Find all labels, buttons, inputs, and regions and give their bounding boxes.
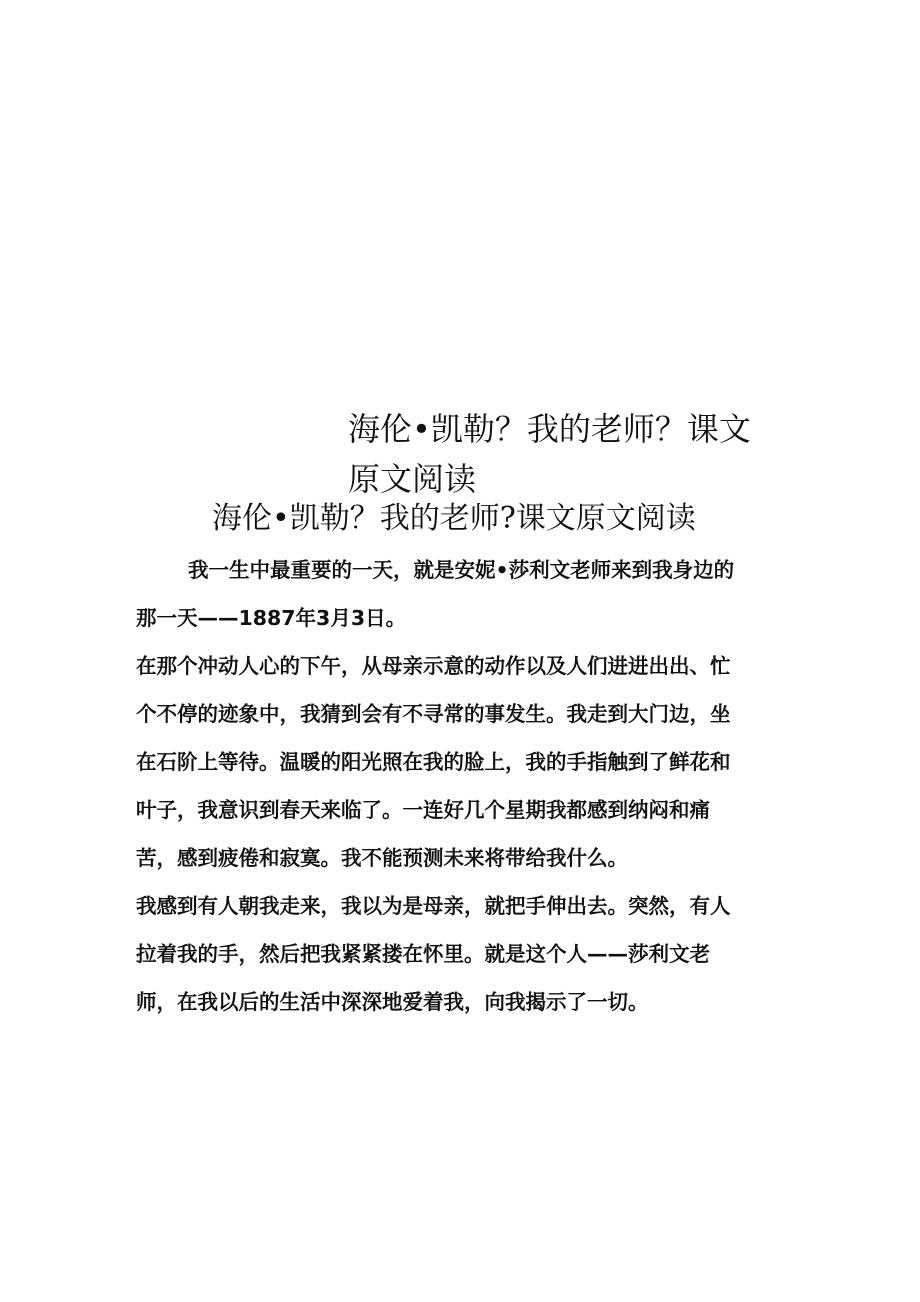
document-subtitle: 海伦•凯勒？我的老师?课文原文阅读 (212, 501, 696, 536)
paragraph-2: 在那个冲动人心的下午，从母亲示意的动作以及人们进进出出、忙个不停的迹象中，我猜到会有不寻常的事发生。我走到大门边，坐在石阶上等待。温暖的阳光照在我的脸上，我的手指触到了鲜花和叶子，我意识到春天来临了。一连好几个星期我都感到纳闷和痛苦，感到疲倦和寂寞。我不能预测未来将带给我什么。 (136, 654, 731, 870)
document-body (136, 546, 746, 1026)
document-title: 海伦•凯勒？我的老师？课文原文阅读 (348, 410, 751, 498)
paragraph-3: 我感到有人朝我走来，我以为是母亲，就把手伸出去。突然，有人拉着我的手，然后把我紧紧搂在怀里。就是这个人——莎利文老师，在我以后的生活中深深地爱着我，向我揭示了一切。 (136, 894, 731, 1014)
paragraph-1: 我一生中最重要的一天，就是安妮•莎利文老师来到我身边的那一天——1887年3月3日。 (136, 558, 735, 630)
